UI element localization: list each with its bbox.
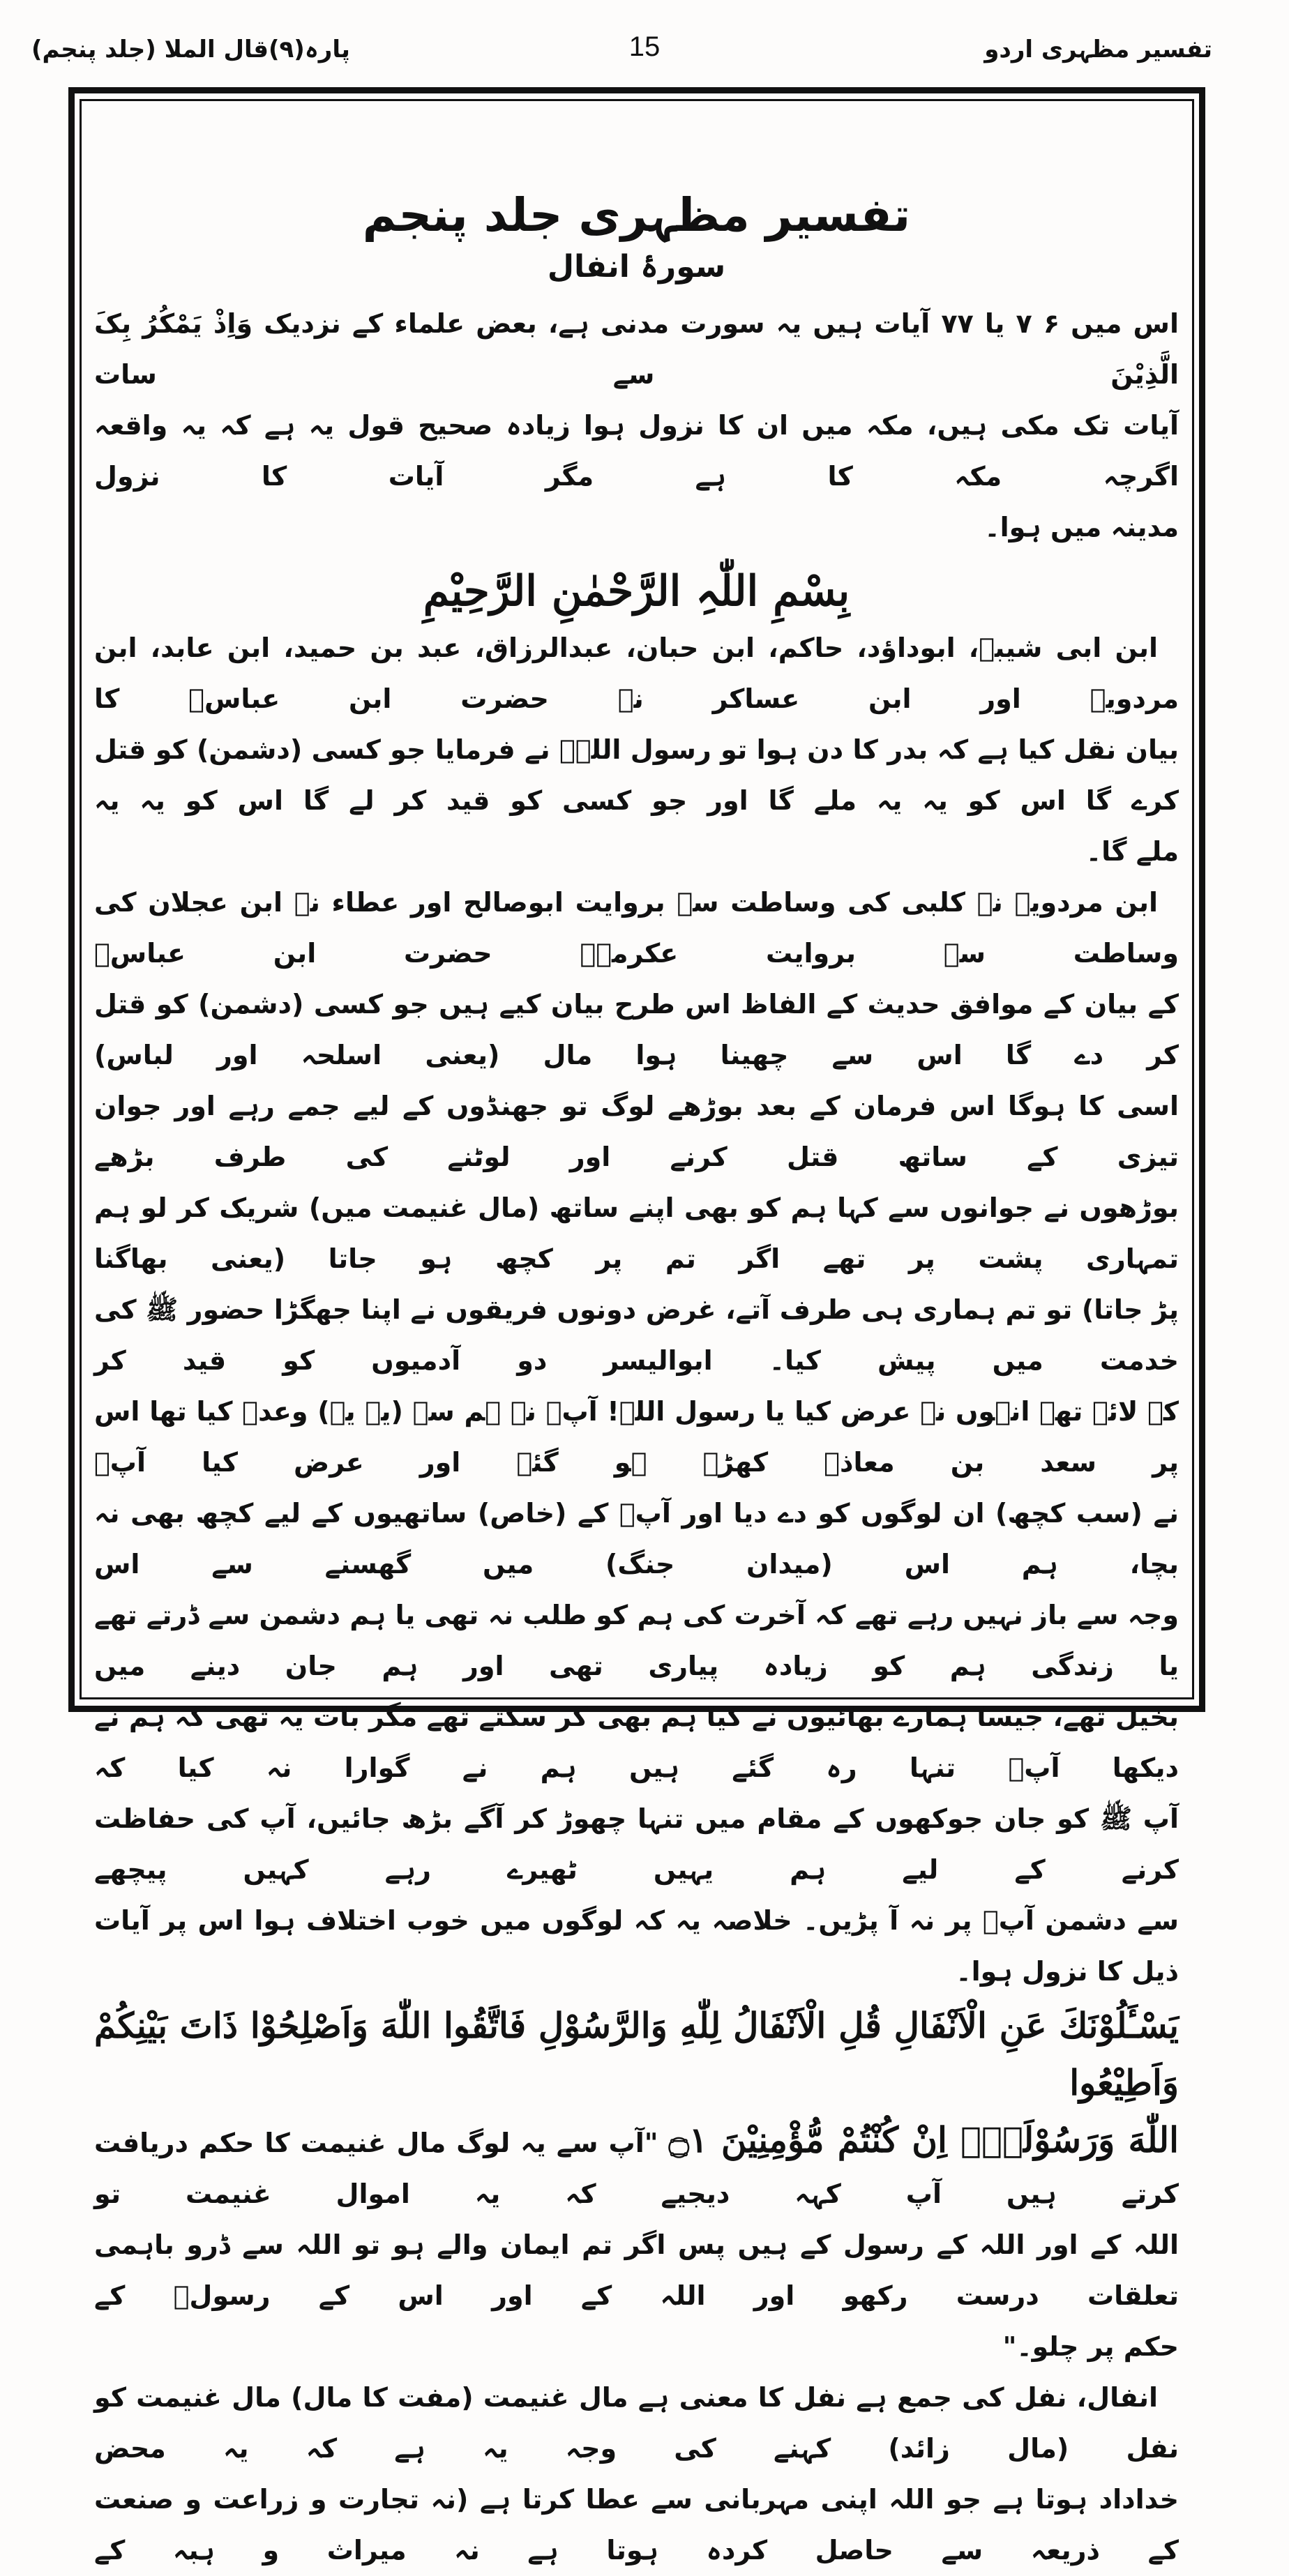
text-line: کے لائے تھے انہوں نے عرض کیا یا رسول اللہ! آپؐ نے ہم سے (یہ یہ) وعدہ کیا تھا اس پر سعد بن معاذؓ کھڑے ہو گئے اور عرض کیا آپؐ <box>94 1396 1179 1478</box>
text-line: آیات تک مکی ہیں، مکہ میں ان کا نزول ہوا زیادہ صحیح قول یہ ہے کہ یہ واقعہ اگرچہ مکہ کا ہے مگر آیات کا نزول <box>94 410 1179 492</box>
text-line: انفال، نفل کی جمع ہے نفل کا معنی ہے مال غنیمت (مفت کا مال) مال غنیمت کو نفل (مال زائد) کہنے کی وجہ یہ ہے کہ یہ محض <box>94 2382 1179 2464</box>
text-line: پڑ جاتا) تو تم ہماری ہی طرف آتے، غرض دونوں فریقوں نے اپنا جھگڑا حضور ﷺ کی خدمت میں پیش کیا۔ ابوالیسر دو آدمیوں کو قید کر <box>94 1294 1179 1376</box>
text-line: مدینہ میں ہوا۔ <box>984 512 1179 543</box>
intro-paragraph <box>94 298 1179 553</box>
text-line: وجہ سے باز نہیں رہے تھے کہ آخرت کی ہم کو طلب نہ تھی یا ہم دشمن سے ڈرتے تھے یا زندگی ہم کو زیادہ پیاری تھی اور ہم جان دینے میں <box>94 1600 1179 1681</box>
text-line: کے بیان کے موافق حدیث کے الفاظ اس طرح بیان کیے ہیں جو کسی (دشمن) کو قتل کر دے گا اس سے چھینا ہوا مال (یعنی اسلحہ اور لباس) <box>94 989 1179 1070</box>
ayah-line: یَسْـَٔلُوْنَكَ عَنِ الْاَنْفَالِ قُلِ الْاَنْفَالُ لِلّٰهِ وَالرَّسُوْلِ فَاتَّقُوا اللّٰهَ وَاَصْلِحُوْا ذَاتَ بَیْنِكُمْ وَاَطِیْعُوا <box>94 2005 1179 2103</box>
text-line: سے دشمن آپؐ پر نہ آ پڑیں۔ خلاصہ یہ کہ لوگوں میں خوب اختلاف ہوا اس پر آیات ذیل کا نزول ہوا۔ <box>94 1905 1179 1987</box>
paragraph-narration-1 <box>94 623 1179 877</box>
surah-heading: سورۂ انفال <box>547 249 726 285</box>
text-line: ابن مردویہ نے کلبی کی وساطت سے بروایت ابوصالح اور عطاء نے ابن عجلان کی وساطت سے بروایت عکرمہؒ حضرت ابن عباسؓ <box>94 887 1179 969</box>
ayah-line-end: اللّٰهَ وَرَسُوْلَهٗۤ اِنْ كُنْتُمْ مُّؤْمِنِیْنَ ۝١ <box>668 2119 1179 2160</box>
text-line: آپ ﷺ کو جان جوکھوں کے مقام میں تنہا چھوڑ کر آگے بڑھ جائیں، آپ کی حفاظت کرنے کے لیے ہم یہیں ٹھیرے رہے کہیں پیچھے <box>94 1803 1179 1885</box>
translation-line: اللہ کے اور اللہ کے رسول کے ہیں پس اگر تم ایمان والے ہو تو اللہ سے ڈرو باہمی تعلقات درست رکھو اور اللہ کے اور اس کے رسولؐ کے <box>94 2229 1179 2311</box>
text-line: بخیل تھے، جیسا ہمارے بھائیوں نے کیا ہم بھی کر سکتے تھے مگر بات یہ تھی کہ ہم نے دیکھا آپؐ تنہا رہ گئے ہیں ہم نے گوارا نہ کیا کہ <box>94 1702 1179 1783</box>
text-line: اس میں ۶ ۷ یا ۷۷ آیات ہیں یہ سورت مدنی ہے، بعض علماء کے نزدیک وَاِذْ یَمْکُرُ بِکَ الَّذِیْنَ سے سات <box>94 308 1179 390</box>
page-body <box>94 146 1179 2576</box>
quran-verse-block <box>94 1997 1179 2372</box>
running-header-part-info: پارہ(۹)قال الملا (جلد پنجم) <box>31 36 350 63</box>
volume-title: تفسیر مظہری جلد پنجم <box>362 188 911 242</box>
translation-line: حکم پر چلو۔" <box>1002 2331 1179 2362</box>
bismillah: بِسْمِ اللّٰہِ الرَّحْمٰنِ الرَّحِیْمِ <box>423 567 850 616</box>
paragraph-narration-2 <box>94 877 1179 1997</box>
text-line: ابن ابی شیبہ، ابوداؤد، حاکم، ابن حبان، عبدالرزاق، عبد بن حمید، ابن عابد، ابن مردویہ اور ابن عساکر نے حضرت ابن عباسؓ کا <box>94 632 1179 714</box>
text-line: نے (سب کچھ) ان لوگوں کو دے دیا اور آپؐ کے (خاص) ساتھیوں کے لیے کچھ بھی نہ بچا، ہم اس (میدان جنگ) میں گھسنے سے اس <box>94 1498 1179 1579</box>
text-line: ملے گا۔ <box>1085 836 1179 867</box>
page-number: 15 <box>628 31 661 62</box>
text-line: بیان نقل کیا ہے کہ بدر کا دن ہوا تو رسول اللہؐ نے فرمایا جو کسی (دشمن) کو قتل کرے گا اس کو یہ یہ ملے گا اور جو کسی کو قید کر لے گا اس کو یہ یہ <box>94 734 1179 816</box>
text-line: بوڑھوں نے جوانوں سے کہا ہم کو بھی اپنے ساتھ (مال غنیمت میں) شریک کر لو ہم تمہاری پشت پر تھے اگر تم پر کچھ ہو جاتا (یعنی بھاگنا <box>94 1192 1179 1274</box>
running-header-book-name: تفسیر مظہری اردو <box>984 36 1212 63</box>
translation-start: "آپ سے یہ لوگ مال غنیمت کا حکم دریافت کرتے ہیں آپ کہہ دیجیے کہ یہ اموال غنیمت تو <box>94 2128 1179 2209</box>
text-line: اسی کا ہوگا اس فرمان کے بعد بوڑھے لوگ تو جھنڈوں کے لیے جمے رہے اور جوان تیزی کے ساتھ قتل کرنے اور لوٹنے کی طرف بڑھے <box>94 1091 1179 1172</box>
paragraph-anfal-meaning <box>94 2372 1179 2576</box>
text-line: خداداد ہوتا ہے جو اللہ اپنی مہربانی سے عطا کرتا ہے (نہ تجارت و زراعت و صنعت کے ذریعہ سے حاصل کردہ ہوتا ہے نہ میراث و ہبہ کے <box>94 2484 1179 2566</box>
